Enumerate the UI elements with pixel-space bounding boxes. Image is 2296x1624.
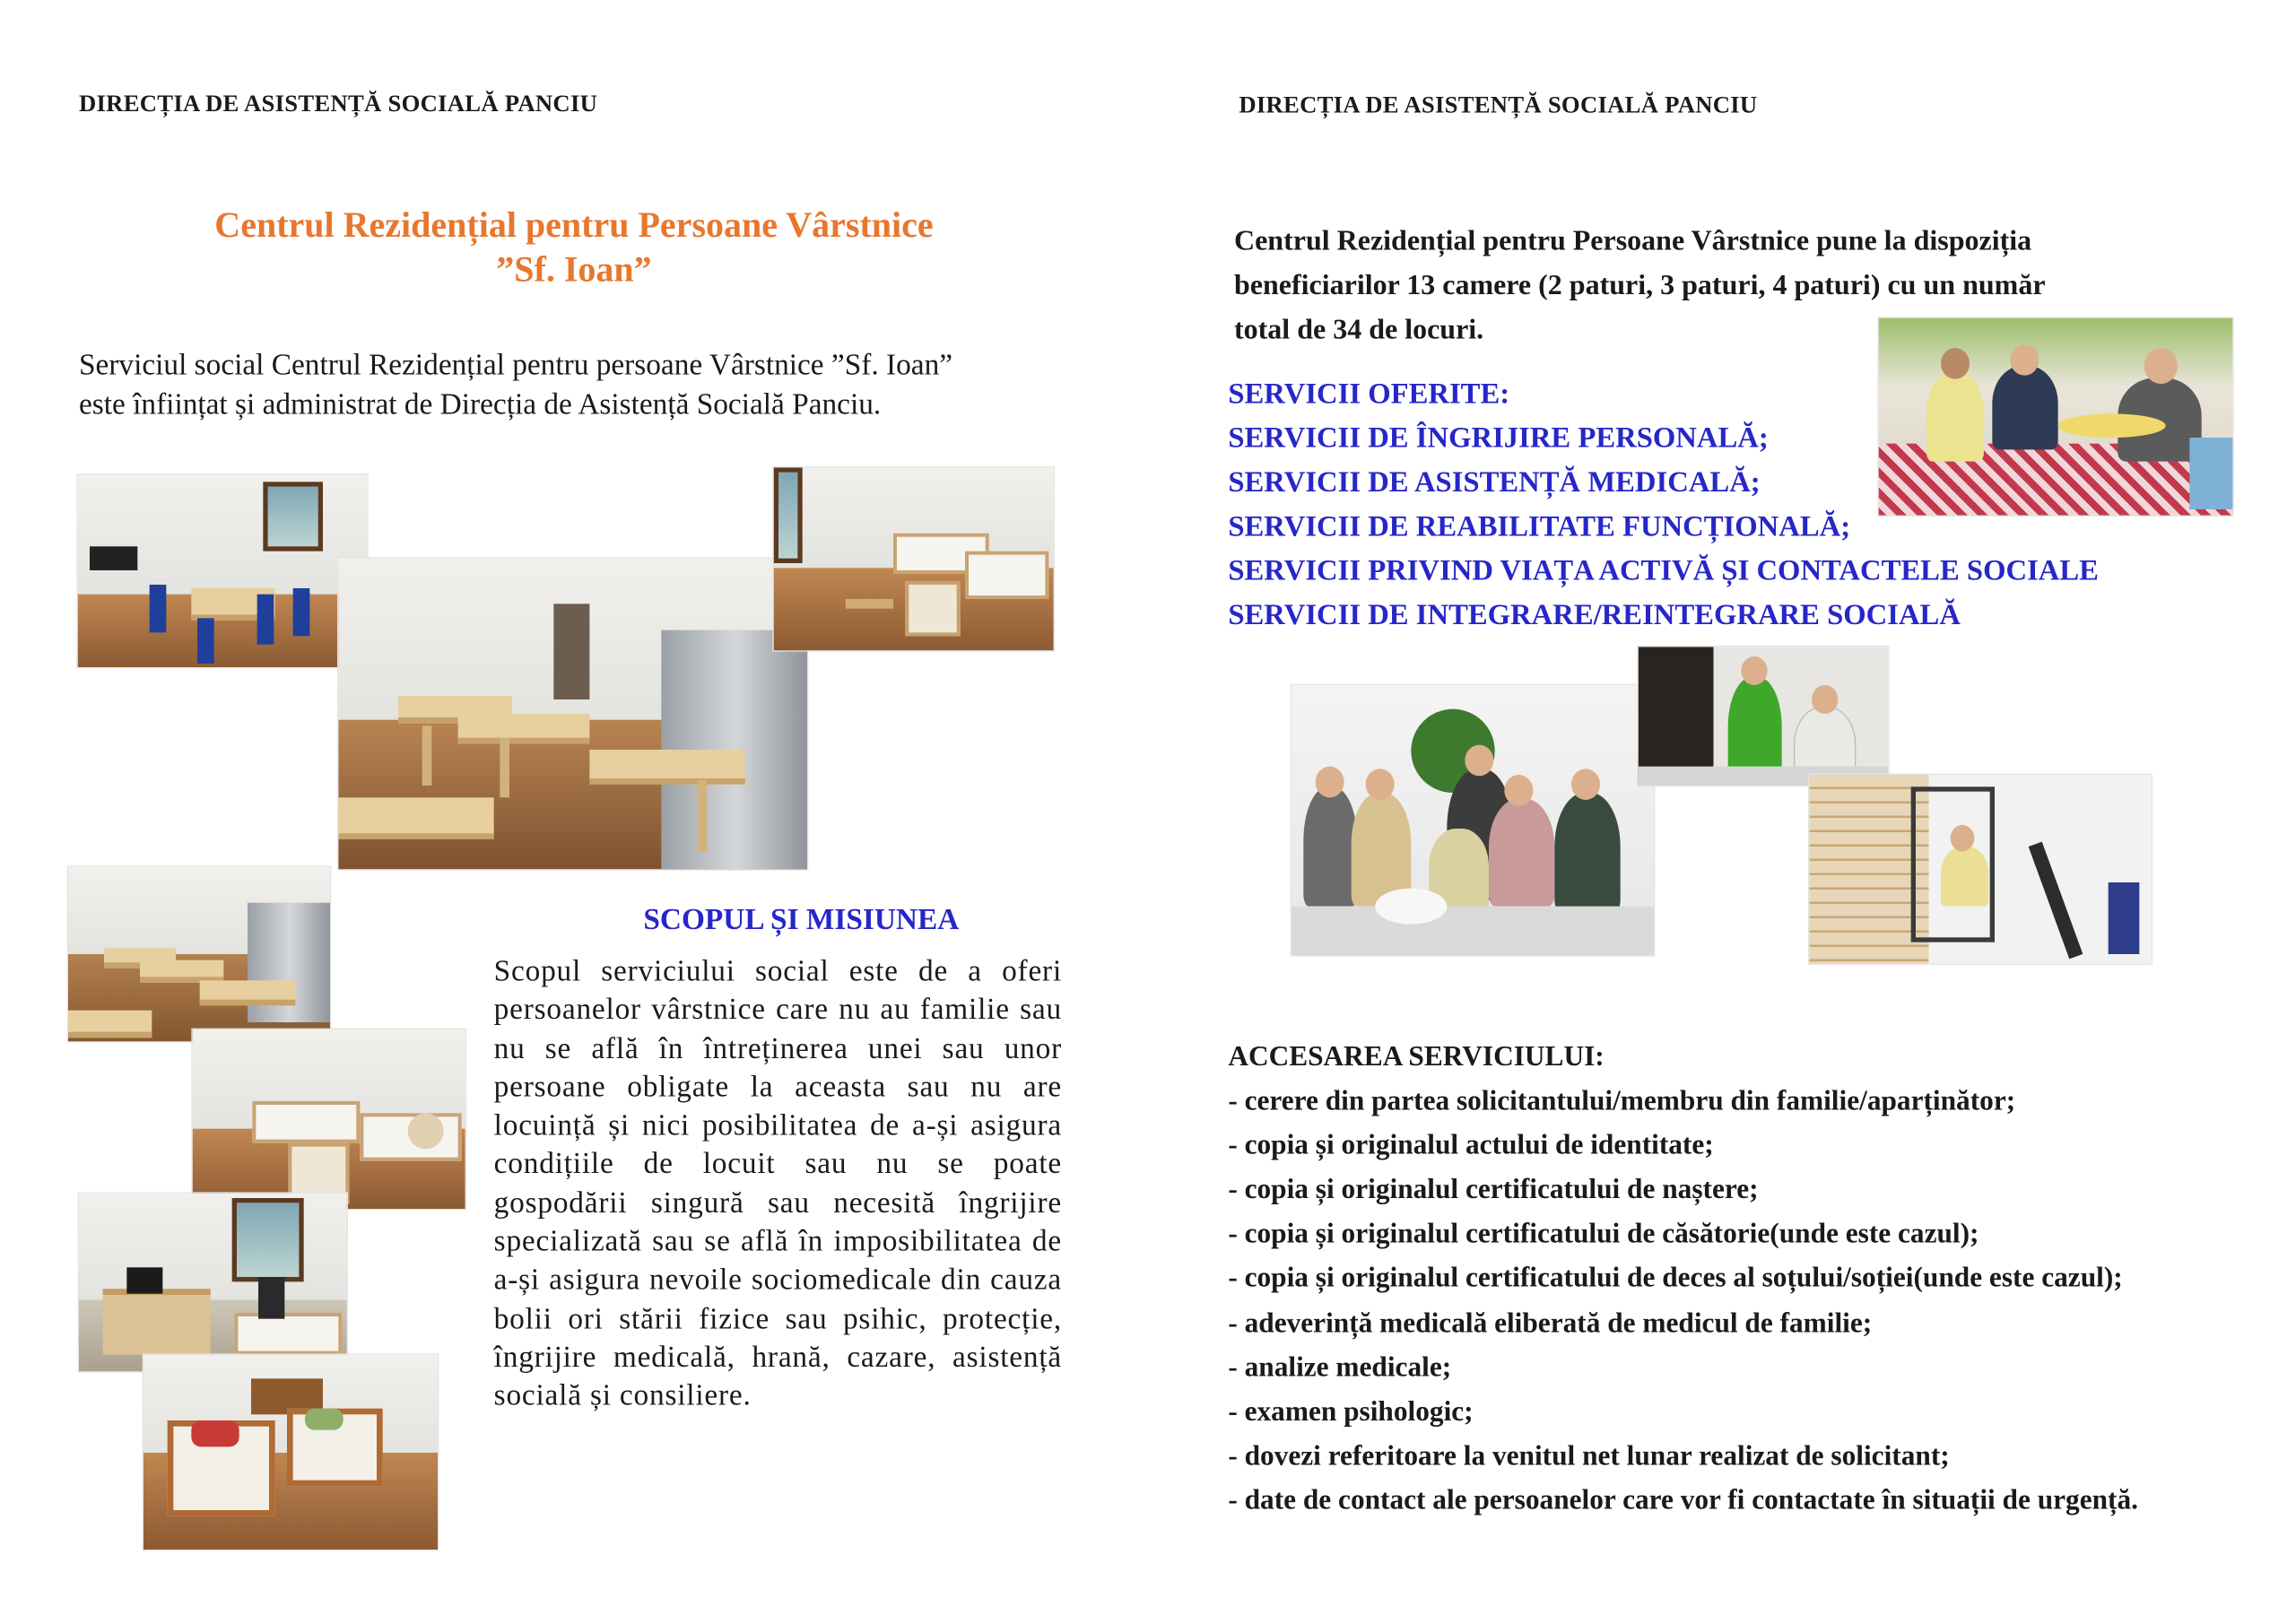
- access-section: [1228, 1036, 2138, 1524]
- right-intro-line2: beneficiarilor 13 camere (2 paturi, 3 paturi, 4 paturi) cu un număr: [1233, 270, 2046, 301]
- scop-text: Scopul serviciului social este de a oferi persoanelor vârstnice care nu au familie sau nu se află în întreținerea unei sau unor persoane obligate la aceasta sau nu are locuință și nici posibilitatea de a-și asigura condițiile de locuit sau nu se poate gospodării singură sau necesită îngrijire specializată sau se află în imposibilitatea de a-și asigura nevoile sociomedicale din cauza bolii ori stării fizice sau psihic, protecție, îngrijire medicală, hrană, cazare, asistență socială și consiliere.: [493, 955, 1062, 1413]
- center-title-line1: Centrul Rezidențial pentru Persoane Vârstnice: [214, 205, 934, 246]
- photo-office: [78, 1192, 348, 1372]
- left-intro-line1: Serviciul social Centrul Rezidențial pentru persoane Vârstnice ”Sf. Ioan”: [78, 349, 953, 382]
- access-item: - dovezi referitoare la venitul net lunar realizat de solicitant;: [1228, 1440, 1950, 1472]
- access-item: - adeverință medicală eliberată de medicul de familie;: [1228, 1307, 1873, 1339]
- photo-living-room: [772, 466, 1055, 652]
- center-title-line2: ”Sf. Ioan”: [496, 249, 652, 290]
- services-list: [1228, 372, 2099, 638]
- right-intro-line3: total de 34 de locuri.: [1233, 314, 1484, 346]
- access-item: - copia și originalul certificatului de deces al soțului/soției(unde este cazul);: [1228, 1263, 2123, 1295]
- scop-title: SCOPUL ȘI MISIUNEA: [643, 903, 960, 936]
- service-item: SERVICII PRIVIND VIAȚA ACTIVĂ ȘI CONTACTELE SOCIALE: [1228, 554, 2099, 587]
- photo-dining-hall: [337, 557, 808, 870]
- service-item: SERVICII DE INTEGRARE/REINTEGRARE SOCIALĂ: [1228, 598, 1961, 631]
- right-header: DIRECȚIA DE ASISTENȚĂ SOCIALĂ PANCIU: [1239, 91, 1758, 118]
- access-item: - examen psihologic;: [1228, 1395, 1474, 1428]
- photo-meeting-room: [76, 473, 368, 668]
- left-header: DIRECȚIA DE ASISTENȚĂ SOCIALĂ PANCIU: [78, 91, 598, 117]
- service-item: SERVICII DE ASISTENȚĂ MEDICALĂ;: [1228, 465, 1761, 499]
- access-title: ACCESAREA SERVICIULUI:: [1228, 1041, 1605, 1073]
- access-item: - date de contact ale persoanelor care vor fi contactate în situații de urgență.: [1228, 1484, 2138, 1516]
- access-item: - copia și originalul certificatului de naștere;: [1228, 1174, 1759, 1206]
- left-intro: [79, 345, 1095, 424]
- access-item: - analize medicale;: [1228, 1351, 1452, 1384]
- access-item: - copia și originalul certificatului de căsătorie(unde este cazul);: [1228, 1219, 1979, 1250]
- photo-bedroom: [143, 1353, 439, 1550]
- service-item: SERVICII OFERITE:: [1228, 378, 1510, 411]
- photo-dining-small: [67, 865, 332, 1042]
- photo-bedroom-chairs: [191, 1029, 466, 1211]
- center-title: [72, 204, 1076, 292]
- photo-gym: [1808, 774, 2152, 965]
- left-intro-line2: este înființat și administrat de Direcția de Asistență Socială Panciu.: [78, 388, 882, 421]
- service-item: SERVICII DE REABILITATE FUNCȚIONALĂ;: [1228, 510, 1851, 543]
- access-item: - copia și originalul actului de identitate;: [1228, 1130, 1714, 1161]
- access-item: - cerere din partea solicitantului/membru din familie/aparținător;: [1228, 1085, 2016, 1117]
- photo-group-celebration: [1291, 684, 1656, 957]
- right-intro-line1: Centrul Rezidențial pentru Persoane Vârstnice pune la dispoziția: [1233, 225, 2032, 257]
- photo-medical-check: [1637, 646, 1889, 786]
- service-item: SERVICII DE ÎNGRIJIRE PERSONALĂ;: [1228, 421, 1769, 455]
